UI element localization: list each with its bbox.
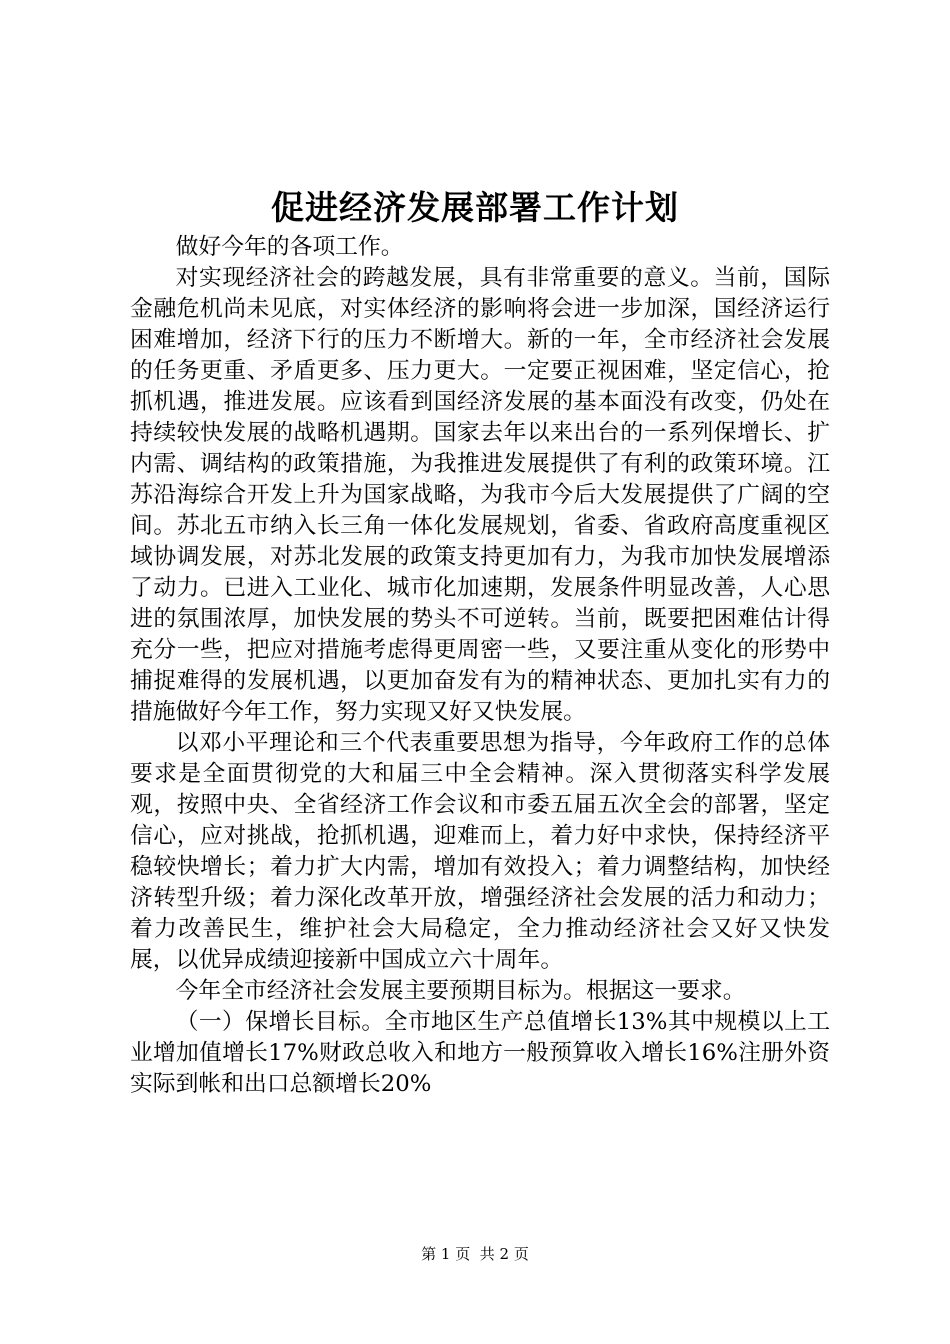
paragraph: 以邓小平理论和三个代表重要思想为指导，今年政府工作的总体要求是全面贯彻党的大和届三中全会精神。深入贯彻落实科学发展观，按照中央、全省经济工作会议和市委五届五次全会的部署，坚定信心，应对挑战，抢抓机遇，迎难而上，着力好中求快，保持经济平稳较快增长；着力扩大内需，增加有效投入；着力调整结构，加快经济转型升级；着力深化改革开放，增强经济社会发展的活力和动力；着力改善民生，维护社会大局稳定，全力推动经济社会又好又快发展，以优异成绩迎接新中国成立六十周年。 [130, 730, 830, 973]
page-number: 第 1 页 共 2 页 [421, 1245, 529, 1263]
paragraph: 对实现经济社会的跨越发展，具有非常重要的意义。当前，国际金融危机尚未见底，对实体经济的影响将会进一步加深，国经济运行困难增加，经济下行的压力不断增大。新的一年，全市经济社会发展的任务更重、矛盾更多、压力更大。一定要正视困难，坚定信心，抢抓机遇，推进发展。应该看到国经济发展的基本面没有改变，仍处在持续较快发展的战略机遇期。国家去年以来出台的一系列保增长、扩内需、调结构的政策措施，为我推进发展提供了有利的政策环境。江苏沿海综合开发上升为国家战略，为我市今后大发展提供了广阔的空间。苏北五市纳入长三角一体化发展规划，省委、省政府高度重视区域协调发展，对苏北发展的政策支持更加有力，为我市加快发展增添了动力。已进入工业化、城市化加速期，发展条件明显改善，人心思进的氛围浓厚，加快发展的势头不可逆转。当前，既要把困难估计得充分一些，把应对措施考虑得更周密一些，又要注重从变化的形势中捕捉难得的发展机遇，以更加奋发有为的精神状态、更加扎实有力的措施做好今年工作，努力实现又好又快发展。 [130, 265, 830, 725]
document-body [130, 232, 830, 1100]
paragraph: 做好今年的各项工作。 [175, 234, 404, 260]
paragraph: 今年全市经济社会发展主要预期目标为。根据这一要求。 [175, 978, 746, 1004]
document-title: 促进经济发展部署工作计划 [271, 188, 679, 227]
paragraph: （一）保增长目标。全市地区生产总值增长13%其中规模以上工业增加值增长17%财政总收入和地方一般预算收入增长16%注册外资实际到帐和出口总额增长20% [130, 1009, 830, 1097]
page-footer [0, 1243, 950, 1264]
